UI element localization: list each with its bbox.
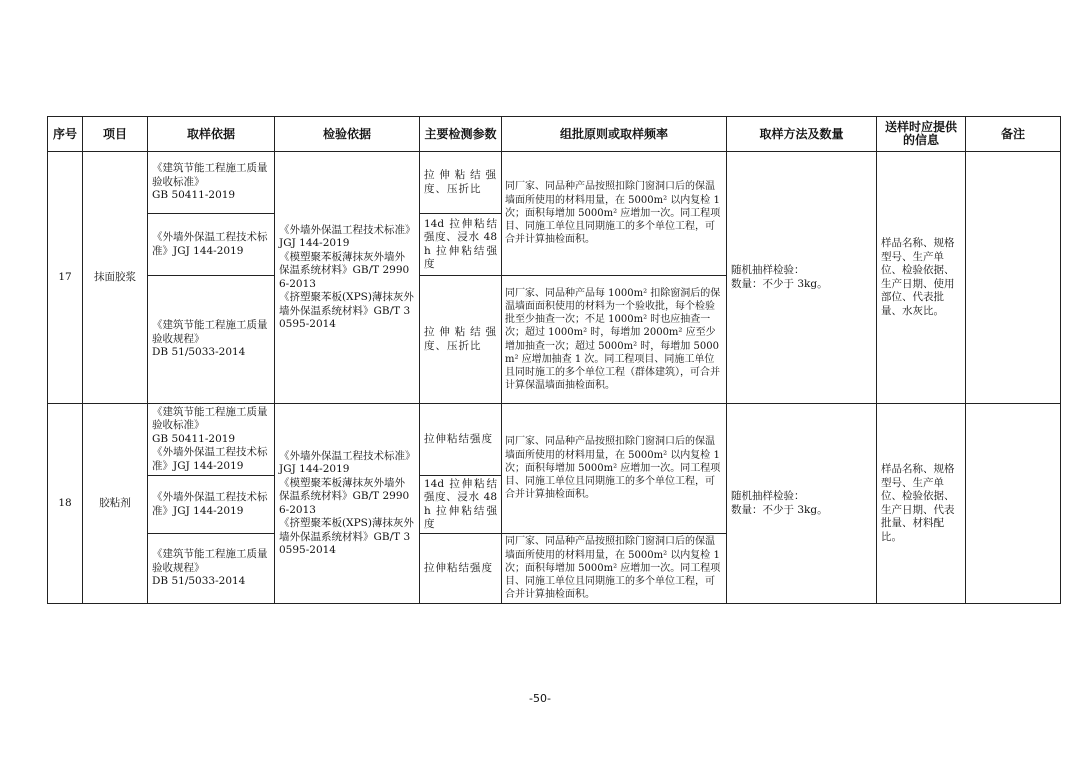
inspection-basis-cell: 《外墙外保温工程技术标准》JGJ 144-2019 《模塑聚苯板薄抹灰外墙外保温系统材料》GB/T 29906-2013 《挤塑聚苯板(XPS)薄抹灰外墙外保温系统材料》GB/T 30595-2014 [275,152,420,404]
remark-cell [966,152,1061,404]
sampling-basis-cell: 《外墙外保温工程技术标准》JGJ 144-2019 [148,476,275,534]
header-remark: 备注 [966,117,1061,152]
header-params: 主要检测参数 [420,117,502,152]
sampling-basis-cell: 《外墙外保温工程技术标准》JGJ 144-2019 [148,214,275,276]
param-cell: 14d 拉伸粘结强度、浸水 48h 拉伸粘结强度 [420,214,502,276]
sampling-basis-cell: 《建筑节能工程施工质量验收标准》 GB 50411-2019 《外墙外保温工程技术标准》JGJ 144-2019 [148,404,275,476]
rate-cell: 同厂家、同品种产品每 1000m² 扣除窗洞后的保温墙面面积使用的材料为一个验收批，每个检验批至少抽查一次；不足 1000m² 时也应抽查一次；超过 1000m² 时，每增加 2000m² 应至少增加抽查一次；超过 5000m² 时，每增加 5000m² 应增加抽查 1 次。同工程项目、同施工单位且同时施工的多个单位工程（群体建筑），可合并计算保温墙面抽检面积。 [502,276,727,404]
param-cell: 14d 拉伸粘结强度、浸水 48h 拉伸粘结强度 [420,476,502,534]
header-item: 项目 [83,117,148,152]
rate-cell: 同厂家、同品种产品按照扣除门窗洞口后的保温墙面所使用的材料用量，在 5000m² 以内复检 1 次；面积每增加 5000m² 应增加一次。同工程项目、同施工单位且同期施工的多个单位工程，可合并计算抽检面积。 [502,534,727,604]
page-number: -50- [529,692,551,705]
rate-cell: 同厂家、同品种产品按照扣除门窗洞口后的保温墙面所使用的材料用量，在 5000m² 以内复检 1 次；面积每增加 5000m² 应增加一次。同工程项目、同施工单位且同期施工的多个单位工程，可合并计算抽检面积。 [502,152,727,276]
sampling-basis-cell: 《建筑节能工程施工质量验收规程》 DB 51/5033-2014 [148,534,275,604]
header-sampling-basis: 取样依据 [148,117,275,152]
row-no: 17 [48,152,83,404]
header-info: 送样时应提供的信息 [877,117,966,152]
header-no: 序号 [48,117,83,152]
remark-cell [966,404,1061,604]
param-cell: 拉伸粘结强度 [420,404,502,476]
inspection-basis-cell: 《外墙外保温工程技术标准》JGJ 144-2019 《模塑聚苯板薄抹灰外墙外保温系统材料》GB/T 29906-2013 《挤塑聚苯板(XPS)薄抹灰外墙外保温系统材料》GB/T 30595-2014 [275,404,420,604]
header-inspection-basis: 检验依据 [275,117,420,152]
param-cell: 拉伸粘结强度、压折比 [420,276,502,404]
row-no: 18 [48,404,83,604]
info-cell: 样品名称、规格型号、生产单位、检验依据、生产日期、代表批量、材料配比。 [877,404,966,604]
header-batch-rule: 组批原则或取样频率 [502,117,727,152]
info-cell: 样品名称、规格型号、生产单位、检验依据、生产日期、使用部位、代表批量、水灰比。 [877,152,966,404]
method-cell: 随机抽样检验： 数量：不少于 3kg。 [727,404,877,604]
row-item: 胶粘剂 [83,404,148,604]
header-method: 取样方法及数量 [727,117,877,152]
table-row [48,404,1061,476]
header-row [48,117,1061,152]
table-row [48,152,1061,214]
row-item: 抹面胶浆 [83,152,148,404]
sampling-basis-cell: 《建筑节能工程施工质量验收规程》 DB 51/5033-2014 [148,276,275,404]
param-cell: 拉伸粘结强度 [420,534,502,604]
sampling-basis-cell: 《建筑节能工程施工质量验收标准》 GB 50411-2019 [148,152,275,214]
standards-table [47,116,1061,604]
method-cell: 随机抽样检验： 数量：不少于 3kg。 [727,152,877,404]
rate-cell: 同厂家、同品种产品按照扣除门窗洞口后的保温墙面所使用的材料用量，在 5000m² 以内复检 1 次；面积每增加 5000m² 应增加一次。同工程项目、同施工单位且同期施工的多个单位工程，可合并计算抽检面积。 [502,404,727,534]
param-cell: 拉伸粘结强度、压折比 [420,152,502,214]
